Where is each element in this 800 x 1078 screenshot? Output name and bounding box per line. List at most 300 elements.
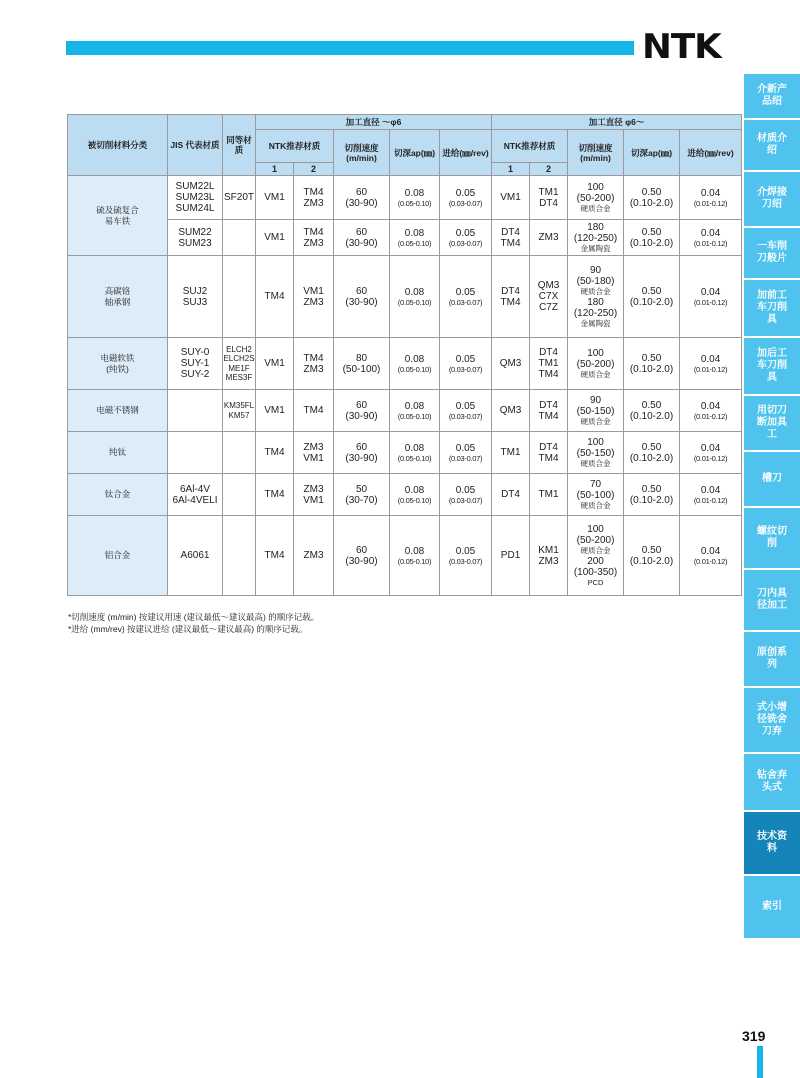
header-ntk-small [256, 130, 334, 163]
cell-line: 硬质合金 [580, 458, 611, 468]
equiv-material [223, 390, 256, 432]
cell-line: (50-100) [576, 489, 615, 501]
table-row [68, 516, 742, 596]
header-speed-small [334, 130, 390, 176]
cell-line: (50-100) [342, 363, 381, 375]
depth-small [390, 432, 440, 474]
cell-line: 硬质合金 [580, 203, 611, 213]
feed-large [680, 516, 742, 596]
material-category [68, 338, 168, 390]
cell-line: DT4 [539, 441, 558, 453]
jis-material [168, 432, 223, 474]
cell-line: 纯钛 [108, 447, 126, 457]
cell-line: SUM23L [175, 192, 215, 203]
header-col-2: 2 [294, 163, 334, 176]
cell-line: 0.05 [455, 286, 476, 298]
cell-line: (30-90) [345, 555, 378, 567]
depth-small [390, 338, 440, 390]
cell-line: (0.03-0.07) [448, 495, 483, 505]
ntk-grade-2-small [294, 220, 334, 256]
sidebar-item-label: 技术资料 [757, 831, 787, 854]
cell-line: 0.08 [404, 484, 425, 496]
ntk-grade-1-large [492, 432, 530, 474]
speed-small [334, 474, 390, 516]
sidebar-item-label: 钻舍弃头式 [757, 770, 787, 793]
speed-large [568, 338, 624, 390]
cell-line: 进给 [687, 147, 705, 158]
ntk-grade-1-large [492, 474, 530, 516]
cell-line: SUJ2 [182, 285, 208, 297]
sidebar-item[interactable] [744, 632, 800, 688]
cell-line: TM4 [303, 186, 324, 198]
speed-large [568, 390, 624, 432]
cell-line: ap(㎜) [410, 147, 436, 158]
cell-line: 硬质合金 [580, 286, 611, 296]
jis-material [168, 516, 223, 596]
cell-line: 0.04 [700, 286, 721, 298]
cell-line: 0.50 [641, 483, 662, 495]
cell-line: (30-90) [345, 296, 378, 308]
equiv-material [223, 256, 256, 338]
ntk-grade-2-small [294, 474, 334, 516]
cell-line: TM4 [303, 405, 324, 416]
cell-line: DT4 [501, 226, 520, 238]
jis-material [168, 176, 223, 220]
sidebar-item-label: 加后工车刀削具 [757, 348, 787, 383]
cell-line: 0.08 [404, 400, 425, 412]
ntk-grade-1-large [492, 220, 530, 256]
cell-line: TM4 [538, 410, 559, 422]
cell-line: SUM22L [175, 181, 215, 192]
cell-line: 金属陶瓷 [580, 318, 611, 328]
ntk-grade-2-large [530, 176, 568, 220]
cell-line: KM35FL [223, 401, 255, 410]
header-col-1: 1 [256, 163, 294, 176]
cell-line: DT4 [539, 347, 558, 358]
cell-line: (120-250) [573, 307, 618, 319]
table-row [68, 220, 742, 256]
speed-large [568, 474, 624, 516]
speed-small [334, 176, 390, 220]
cell-line: TM4 [538, 369, 559, 380]
cell-line: (0.03-0.07) [448, 411, 483, 421]
sidebar-item[interactable] [744, 74, 800, 120]
ntk-grade-1-large [492, 256, 530, 338]
cell-line: 铝合金 [104, 550, 131, 560]
cell-line: SUY-2 [180, 369, 210, 380]
cell-line: TM1 [500, 447, 521, 458]
cell-line: TM4 [500, 237, 521, 249]
cell-line: (0.10-2.0) [629, 452, 674, 464]
cell-line: (0.05-0.10) [397, 297, 432, 307]
speed-large [568, 176, 624, 220]
jis-material [168, 220, 223, 256]
cell-line: 60 [355, 544, 368, 556]
feed-large [680, 338, 742, 390]
jis-material [168, 390, 223, 432]
table-notes [68, 611, 319, 635]
feed-small [440, 432, 492, 474]
cell-line: 100 [587, 436, 604, 448]
cell-line: 金属陶瓷 [580, 243, 611, 253]
cell-line: ZM3 [303, 197, 324, 209]
cell-line: (m/min) [580, 152, 611, 163]
cell-line: 0.50 [641, 352, 662, 364]
sidebar-item[interactable] [744, 396, 800, 452]
cell-line: 0.04 [700, 442, 721, 454]
cell-line: 60 [355, 441, 368, 453]
ntk-grade-2-large [530, 256, 568, 338]
speed-small [334, 516, 390, 596]
cell-line: ELCH2 [226, 344, 252, 354]
depth-small [390, 176, 440, 220]
cell-line: (0.10-2.0) [629, 555, 674, 567]
feed-small [440, 220, 492, 256]
cell-line: TM4 [303, 226, 324, 238]
cell-line: VM1 [500, 192, 521, 203]
cell-line: (50-150) [576, 405, 615, 417]
sidebar-item-label: 索引 [762, 901, 782, 912]
cell-line: TM1 [538, 489, 559, 500]
brand-logo: NTK [642, 27, 721, 67]
cell-line: 硫及硫复合 [96, 204, 139, 215]
cell-line: QM3 [537, 280, 560, 291]
feed-large [680, 256, 742, 338]
cell-line: (㎜/rev) [704, 147, 734, 158]
material-category [68, 516, 168, 596]
header-category: 被切削材料分类 [68, 115, 168, 176]
feed-small [440, 474, 492, 516]
ntk-grade-2-large [530, 474, 568, 516]
cell-line: 0.08 [404, 442, 425, 454]
ntk-grade-2-small [294, 432, 334, 474]
equiv-material [223, 176, 256, 220]
cell-line: (0.01-0.12) [693, 238, 728, 248]
cell-line: PCD [587, 577, 604, 587]
cell-line: (0.10-2.0) [629, 296, 674, 308]
jis-material [168, 474, 223, 516]
cell-line: ZM3 [538, 232, 559, 243]
cell-line: (30-90) [345, 197, 378, 209]
cell-line: 0.05 [455, 545, 476, 557]
depth-small [390, 390, 440, 432]
cell-line: 60 [355, 399, 368, 411]
cell-line: (0.01-0.12) [693, 495, 728, 505]
cell-line: (0.01-0.12) [693, 297, 728, 307]
cell-line: ZM3 [303, 441, 324, 453]
depth-large [624, 220, 680, 256]
table-row [68, 390, 742, 432]
cell-line: 0.50 [641, 544, 662, 556]
cell-line: 100 [587, 523, 604, 535]
cell-line: VM1 [303, 452, 324, 464]
sidebar-item[interactable] [744, 120, 800, 172]
cell-line: NTK [268, 141, 287, 151]
equiv-material [223, 220, 256, 256]
ntk-grade-1-large [492, 176, 530, 220]
cell-line: 0.04 [700, 484, 721, 496]
cell-line: (0.10-2.0) [629, 197, 674, 209]
header-col-2: 2 [530, 163, 568, 176]
cell-line: 切削速度 [578, 142, 613, 153]
cell-line: (0.03-0.07) [448, 238, 483, 248]
cell-line: 0.08 [404, 545, 425, 557]
header-group-small: 加工直径 ～φ6 [256, 115, 492, 130]
cell-line: 切削速度 [344, 142, 379, 153]
ntk-grade-2-small [294, 390, 334, 432]
sidebar-item[interactable] [744, 280, 800, 338]
header-feed-small [440, 130, 492, 176]
cell-line: (0.05-0.10) [397, 556, 432, 566]
cell-line: ZM3 [303, 237, 324, 249]
cell-line: (50-200) [576, 358, 615, 370]
table-row [68, 338, 742, 390]
feed-small [440, 516, 492, 596]
cell-line: DT4 [501, 489, 520, 500]
speed-small [334, 432, 390, 474]
cell-line: ME1F [228, 363, 250, 373]
cell-line: (30-90) [345, 410, 378, 422]
cell-line: (30-90) [345, 237, 378, 249]
sidebar-item[interactable] [744, 228, 800, 280]
ntk-grade-2-small [294, 176, 334, 220]
cell-line: 轴承钢 [104, 296, 131, 307]
sidebar-item-label: 介新产品绍 [757, 84, 787, 107]
cell-line: (0.10-2.0) [629, 494, 674, 506]
cell-line: 切深 [393, 147, 411, 158]
equiv-material [223, 432, 256, 474]
header-depth-large [624, 130, 680, 176]
feed-small [440, 176, 492, 220]
cell-line: 0.50 [641, 186, 662, 198]
ntk-grade-1-small: TM4 [256, 516, 294, 596]
cell-line: 60 [355, 285, 368, 297]
cell-line: (0.03-0.07) [448, 556, 483, 566]
depth-small [390, 256, 440, 338]
cell-line: 推荐材质 [286, 141, 321, 151]
cell-line: 材质 [234, 135, 252, 155]
cell-line: (100-350) [573, 566, 618, 578]
cell-line: (50-200) [576, 192, 615, 204]
header-col-1: 1 [492, 163, 530, 176]
ntk-grade-1-small: VM1 [256, 176, 294, 220]
cell-line: 0.08 [404, 353, 425, 365]
speed-small [334, 256, 390, 338]
cell-line: QM3 [499, 405, 522, 416]
ntk-grade-1-large [492, 516, 530, 596]
table-row [68, 474, 742, 516]
cell-line: DT4 [539, 399, 558, 411]
cell-line: 0.05 [455, 353, 476, 365]
ntk-grade-1-large [492, 390, 530, 432]
cell-line: A6061 [180, 550, 210, 561]
header-ntk-large [492, 130, 568, 163]
ntk-grade-2-small [294, 338, 334, 390]
depth-large [624, 390, 680, 432]
cell-line: ZM3 [303, 296, 324, 308]
depth-small [390, 220, 440, 256]
jis-material [168, 338, 223, 390]
cell-line: 80 [355, 352, 368, 364]
cell-line: 0.05 [455, 187, 476, 199]
cell-line: 0.05 [455, 484, 476, 496]
depth-large [624, 474, 680, 516]
cell-line: SF20T [223, 192, 254, 203]
cell-line: (纯铁) [106, 363, 129, 374]
cell-line: C7X [538, 291, 559, 302]
cell-line: QM3 [499, 358, 522, 369]
cell-line: (0.01-0.12) [693, 453, 728, 463]
cell-line: 硬质合金 [580, 500, 611, 510]
speed-small [334, 220, 390, 256]
cell-line: 硬质合金 [580, 369, 611, 379]
cell-line: (0.03-0.07) [448, 364, 483, 374]
sidebar-item[interactable] [744, 688, 800, 754]
cell-line: 0.04 [700, 400, 721, 412]
sidebar-item[interactable] [744, 812, 800, 876]
cell-line: 材质 [202, 140, 220, 150]
cell-line: ELCH2S [223, 354, 255, 363]
cell-line: 高碳铬 [104, 285, 131, 296]
cell-line: DT4 [501, 285, 520, 297]
sidebar-item-label: 介焊接刀绍 [757, 187, 787, 210]
feed-large [680, 390, 742, 432]
sidebar-item-label: 用切刀断加具工 [757, 405, 787, 440]
cell-line: 0.50 [641, 441, 662, 453]
cell-line: 硬质合金 [580, 545, 611, 555]
cell-line: TM4 [303, 352, 324, 364]
cell-line: 200 [587, 555, 604, 567]
ntk-grade-1-small: TM4 [256, 432, 294, 474]
ntk-grade-1-small: TM4 [256, 256, 294, 338]
cell-line: SUM22 [178, 226, 212, 238]
material-category [68, 256, 168, 338]
ntk-grade-2-large [530, 432, 568, 474]
sidebar-item[interactable] [744, 338, 800, 396]
cell-line: ZM3 [303, 550, 324, 561]
cell-line: SUY-1 [180, 358, 210, 369]
cell-line: (0.01-0.12) [693, 198, 728, 208]
sidebar-item-label: 螺纹切削 [757, 526, 787, 549]
speed-small [334, 338, 390, 390]
header-group-large: 加工直径 φ6～ [492, 115, 742, 130]
sidebar-item[interactable] [744, 754, 800, 812]
cell-line: (30-70) [345, 494, 378, 506]
depth-large [624, 338, 680, 390]
feed-small [440, 390, 492, 432]
jis-material [168, 256, 223, 338]
cell-line: 180 [587, 296, 604, 308]
sidebar-item[interactable] [744, 452, 800, 508]
material-category [68, 474, 168, 516]
depth-large [624, 516, 680, 596]
cell-line: 70 [589, 478, 602, 490]
cell-line: (0.01-0.12) [693, 411, 728, 421]
equiv-material [223, 474, 256, 516]
sidebar-item[interactable] [744, 172, 800, 228]
cell-line: (0.05-0.10) [397, 198, 432, 208]
sidebar-item[interactable] [744, 570, 800, 632]
table-row [68, 256, 742, 338]
ntk-grade-1-large [492, 338, 530, 390]
cell-line: TM1 [538, 186, 559, 198]
speed-large [568, 432, 624, 474]
cell-line: (m/min) [346, 152, 377, 163]
depth-large [624, 256, 680, 338]
depth-small [390, 474, 440, 516]
depth-large [624, 432, 680, 474]
header-equiv [223, 115, 256, 176]
material-category [68, 176, 168, 256]
cell-line: 0.08 [404, 286, 425, 298]
cell-line: 电磁不锈钢 [96, 405, 139, 415]
material-category [68, 432, 168, 474]
cell-line: KM57 [228, 410, 250, 420]
cell-line: 0.08 [404, 227, 425, 239]
header-speed-large [568, 130, 624, 176]
sidebar-item-label: 一车削刀般片 [757, 241, 787, 264]
cell-line: ap(㎜) [647, 147, 673, 158]
cell-line: 0.04 [700, 353, 721, 365]
speed-small [334, 390, 390, 432]
cell-line: (50-200) [576, 534, 615, 546]
cell-line: 0.50 [641, 226, 662, 238]
sidebar-item-label: 原创系列 [757, 647, 787, 670]
sidebar-item-label: 式小增径铣舍刀弃 [757, 702, 787, 737]
feed-large [680, 176, 742, 220]
ntk-grade-1-small: VM1 [256, 338, 294, 390]
page-number: 319 [742, 1028, 766, 1044]
cell-line: (50-180) [576, 275, 615, 287]
sidebar-item[interactable] [744, 508, 800, 570]
page-number-bar [757, 1046, 763, 1078]
cell-line: 90 [589, 394, 602, 406]
cell-line: 0.04 [700, 227, 721, 239]
cell-line: (0.05-0.10) [397, 364, 432, 374]
cell-line: (0.01-0.12) [693, 556, 728, 566]
cell-line: (30-90) [345, 452, 378, 464]
cell-line: TM1 [538, 358, 559, 369]
cell-line: 6Al-4V [179, 483, 210, 495]
cell-line: 0.04 [700, 187, 721, 199]
cell-line: 电磁软铁 [100, 352, 135, 363]
cell-line: NTK [503, 141, 522, 151]
depth-large [624, 176, 680, 220]
cell-line: (0.03-0.07) [448, 198, 483, 208]
cell-line: 钛合金 [104, 489, 131, 499]
feed-large [680, 220, 742, 256]
equiv-material [223, 516, 256, 596]
cell-line: DT4 [539, 197, 558, 209]
cell-line: 100 [587, 347, 604, 359]
cell-line: PD1 [500, 550, 521, 561]
sidebar-item[interactable] [744, 876, 800, 940]
cell-line: 60 [355, 186, 368, 198]
cell-line: (0.01-0.12) [693, 364, 728, 374]
cell-line: 0.05 [455, 442, 476, 454]
ntk-grade-2-large [530, 390, 568, 432]
speed-large [568, 256, 624, 338]
cell-line: (0.05-0.10) [397, 238, 432, 248]
cell-line: KM1 [538, 544, 559, 556]
ntk-grade-2-small [294, 516, 334, 596]
cell-line: VM1 [303, 494, 324, 506]
cell-line: (0.05-0.10) [397, 495, 432, 505]
cell-line: 60 [355, 226, 368, 238]
header-feed-large [680, 130, 742, 176]
cell-line: ZM3 [538, 555, 559, 567]
cell-line: 切深 [630, 147, 648, 158]
